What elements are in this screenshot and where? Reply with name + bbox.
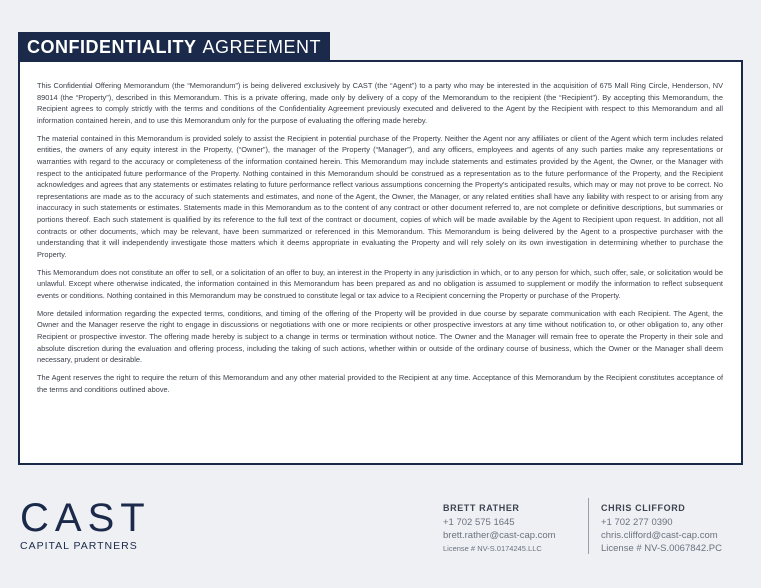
- company-logo: [20, 498, 151, 552]
- page-title-light: AGREEMENT: [202, 36, 322, 57]
- agreement-paragraph-5: The Agent reserves the right to require the return of this Memorandum and any other material provided to the Recipient at any time. Acceptance of this Memorandum by the Recipient constitutes acceptance of the terms and conditions outlined above.: [37, 373, 723, 394]
- agreement-paragraph-1: This Confidential Offering Memorandum (the “Memorandum”) is being delivered exclusively by CAST (the “Agent”) to a party who may be interested in the acquisition of 675 Mall Ring Circle, Henderson, NV 89014 (the “Property”), described in this Memorandum. This is a private offering, made only by delivery of a copy of the Memorandum to the recipient (the “Recipient”). By accepting this Memorandum, the Recipient agrees to comply strictly with the terms and conditions of the Confidentiality Agreement previously executed and delivered to the Agent by the Recipient with respect to this Memorandum and all information contained herein, and to use this Memorandum only for the purpose of evaluating the offering made hereby.: [37, 81, 723, 125]
- contact-name: BRETT RATHER: [443, 503, 520, 513]
- agreement-text-box: [18, 60, 743, 465]
- contact-license: License # NV-S.0067842.PC: [601, 543, 722, 554]
- contact-name: CHRIS CLIFFORD: [601, 503, 686, 513]
- contact-card-chris: [601, 502, 722, 555]
- contact-phone: +1 702 575 1645: [443, 517, 515, 528]
- contact-email[interactable]: brett.rather@cast-cap.com: [443, 530, 556, 541]
- agreement-paragraph-2: The material contained in this Memorandum is provided solely to assist the Recipient in potential purchase of the Property. Neither the Agent nor any affiliates or client of the Agent which term includes related entities, the owners of any equity interest in the Property, (“Owner”), the manager of the Property (“Manager”), and any officers, employees and agents of any such parties make any representations or warranties with regard to the accuracy or completeness of the information contained herein. This Memorandum may include statements and estimates provided by the Agent, the Owner, or the Manager with respect to the anticipated future performance of the Property. Nothing contained in this Memorandum should be construed as a representation as to the future performance of the Property, and the Recipient acknowledges and agrees that any statements or estimates relating to future performance reflect various assumptions concerning the Property’s anticipated results, which may or may not prove to be correct. No representations are made as to the accuracy of such statements and estimates, and none of the Agent, the Owner, the Manager, or any related entities shall have any liability with respect to or arising from any inaccuracy in such statements or estimates. Statements made in this Memorandum as to the content of any contract or other document referred to, are not complete or definitive descriptions, but summaries or portions thereof. Each such statement is qualified by its reference to the full text of the contract or document, copies of which will be made available by the Agent to Recipient upon request. In addition, not all contracts or other documents, which may be relevant, have been summarized or referenced in this Memorandum. This Memorandum is being delivered by the Agent to a prospective purchaser with the understanding that it will independently investigate those matters which it deems appropriate in evaluating the Property and will rely solely on its own investigation in determining whether to purchase the Property.: [37, 133, 723, 259]
- logo-subtitle: CAPITAL PARTNERS: [20, 540, 138, 552]
- logo-wordmark: CAST: [20, 496, 151, 540]
- agreement-paragraph-4: More detailed information regarding the expected terms, conditions, and timing of the offering of the Property will be provided in due course by separate communication with each Recipient. The Agent, the Owner and the Manager reserve the right to engage in discussions or negotiations with one or more recipients or other prospective investors at any time without notification to, or other obligation to, any other Recipient or prospective investor. The offering made hereby is subject to a change in terms or termination without notice. The Owner and the Manager will remain free to operate the Property in their sole and absolute discretion during the evaluation and offering process, including the taking of such actions, whether within or outside of the ordinary course of business, which the Owner or the Manager shall deem necessary, prudent or desirable.: [37, 308, 723, 365]
- page-title-bold: CONFIDENTIALITY: [27, 36, 197, 57]
- contact-phone: +1 702 277 0390: [601, 517, 673, 528]
- contact-card-brett: [443, 502, 556, 555]
- contact-email[interactable]: chris.clifford@cast-cap.com: [601, 530, 718, 541]
- contact-license: License # NV-S.0174245.LLC: [443, 544, 542, 553]
- page-title: [18, 32, 330, 62]
- contact-divider: [588, 498, 589, 554]
- footer: [0, 490, 761, 588]
- agreement-paragraph-3: This Memorandum does not constitute an offer to sell, or a solicitation of an offer to buy, an interest in the Property in any jurisdiction in which, or to any person for which, such offer, sale, or solicitation would be unlawful. Except where otherwise indicated, the information contained in this Memorandum has been prepared as and no obligation is assumed to supplement or modify the information to reflect subsequent events or conditions. Nothing contained in this Memorandum may be construed to constitute legal or tax advice to a Recipient concerning the Property or purchase of the Property.: [37, 267, 723, 300]
